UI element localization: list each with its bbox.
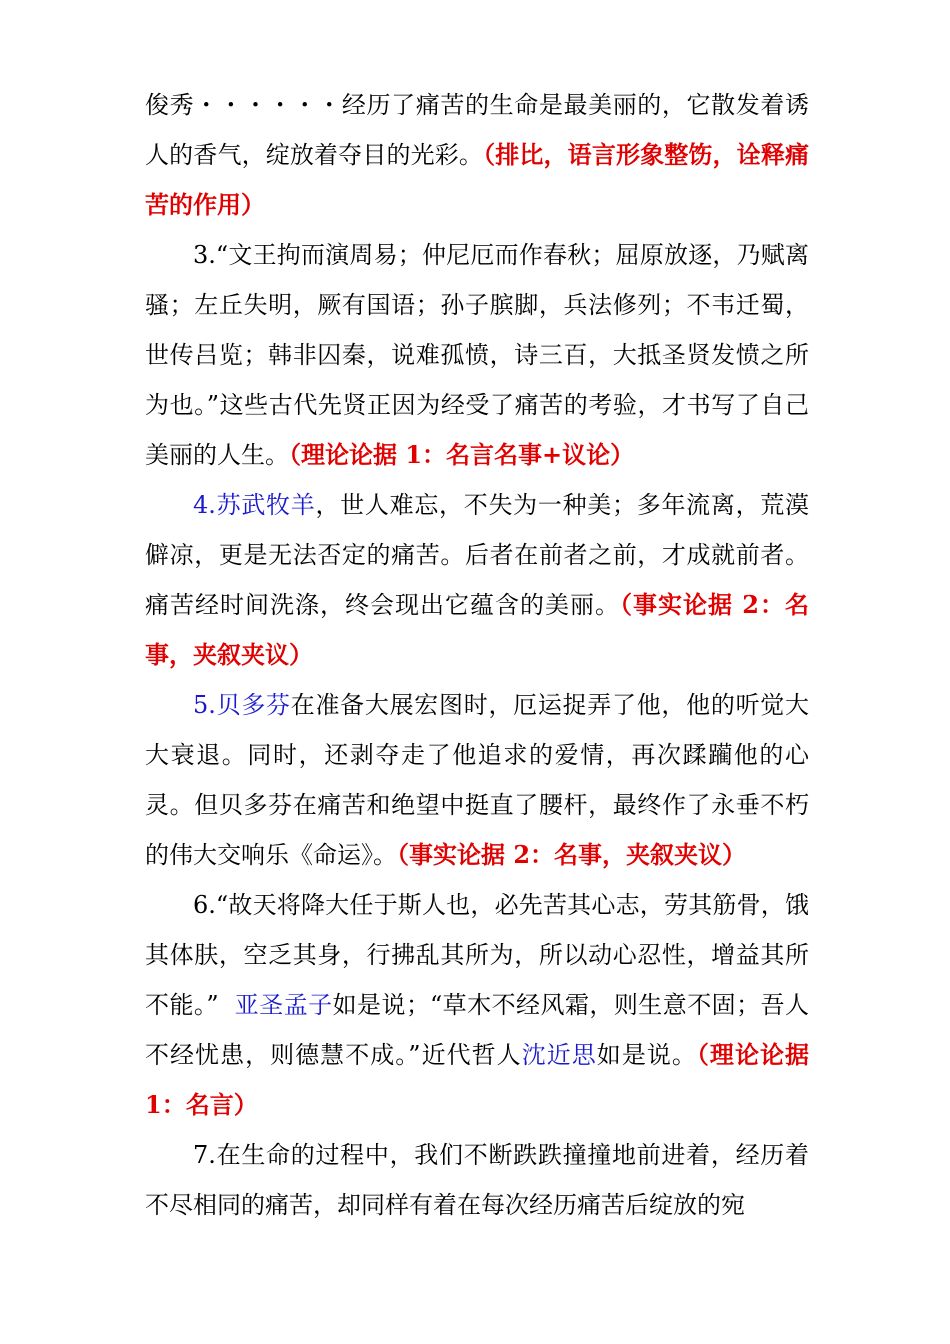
paragraph-parallelism — [145, 80, 809, 230]
paragraph-text: 如是说；“草木不经风霜，则生意不固；吾人不经忧患，则德慧不成。”近代哲人 — [145, 991, 810, 1069]
paragraph-text: 6.“故天将降大任于斯人也，必先苦其心志，劳其筋骨，饿其体肤，空乏其身，行拂乱其所为，所以动心忍性，增益其所不能。” — [145, 891, 809, 1019]
highlighted-name: 沈近思 — [521, 1041, 597, 1069]
annotation-note: （排比，语言形象整饬，诠释痛苦的作用） — [145, 140, 810, 219]
paragraph-4 — [145, 480, 809, 680]
paragraph-7 — [145, 1130, 809, 1230]
annotation-note: （理论论据 1：名言） — [145, 1040, 818, 1119]
annotation-note: （事实论据 2：名事，夹叙夹议） — [397, 840, 747, 869]
paragraph-text: 在准备大展宏图时，厄运捉弄了他，他的听觉大大衰退。同时，还剥夺走了他追求的爱情，再次蹂躏他的心灵。但贝多芬在痛苦和绝望中挺直了腰杆，最终作了永垂不朽的伟大交响乐《命运》。 — [145, 691, 809, 869]
paragraph-text: 俊秀・・・・・・经历了痛苦的生命是最美丽的，它散发着诱人的香气，绽放着夺目的光彩。 — [145, 91, 809, 169]
paragraph-text: 如是说。 — [596, 1041, 697, 1069]
paragraph-3 — [145, 230, 809, 480]
paragraph-text: 7.在生命的过程中，我们不断跌跌撞撞地前进着，经历着不尽相同的痛苦，却同样有着在每次经历痛苦后绽放的宛 — [145, 1141, 809, 1219]
annotation-note: （理论论据 1：名言名事+议论） — [289, 440, 635, 469]
paragraph-text: ，世人难忘，不失为一种美；多年流离，荒漠僻凉，更是无法否定的痛苦。后者在前者之前，才成就前者。痛苦经时间洗涤，终会现出它蕴含的美丽。 — [145, 491, 809, 619]
highlighted-name: 5.贝多芬 — [193, 691, 291, 719]
highlighted-name: 4.苏武牧羊 — [193, 491, 316, 519]
annotation-note: （事实论据 2：名事，夹叙夹议） — [145, 590, 810, 669]
paragraph-text: 3.“文王拘而演周易；仲尼厄而作春秋；屈原放逐，乃赋离骚；左丘失明，厥有国语；孙子膑脚，兵法修列；不韦迁蜀，世传吕览；韩非囚秦，说难孤愤，诗三百，大抵圣贤发愤之所为也。”这些古代先贤正因为经受了痛苦的考验，才书写了自己美丽的人生。 — [145, 241, 809, 469]
highlighted-name: 亚圣孟子 — [234, 991, 333, 1019]
paragraph-5 — [145, 680, 809, 880]
paragraph-6 — [145, 880, 818, 1130]
